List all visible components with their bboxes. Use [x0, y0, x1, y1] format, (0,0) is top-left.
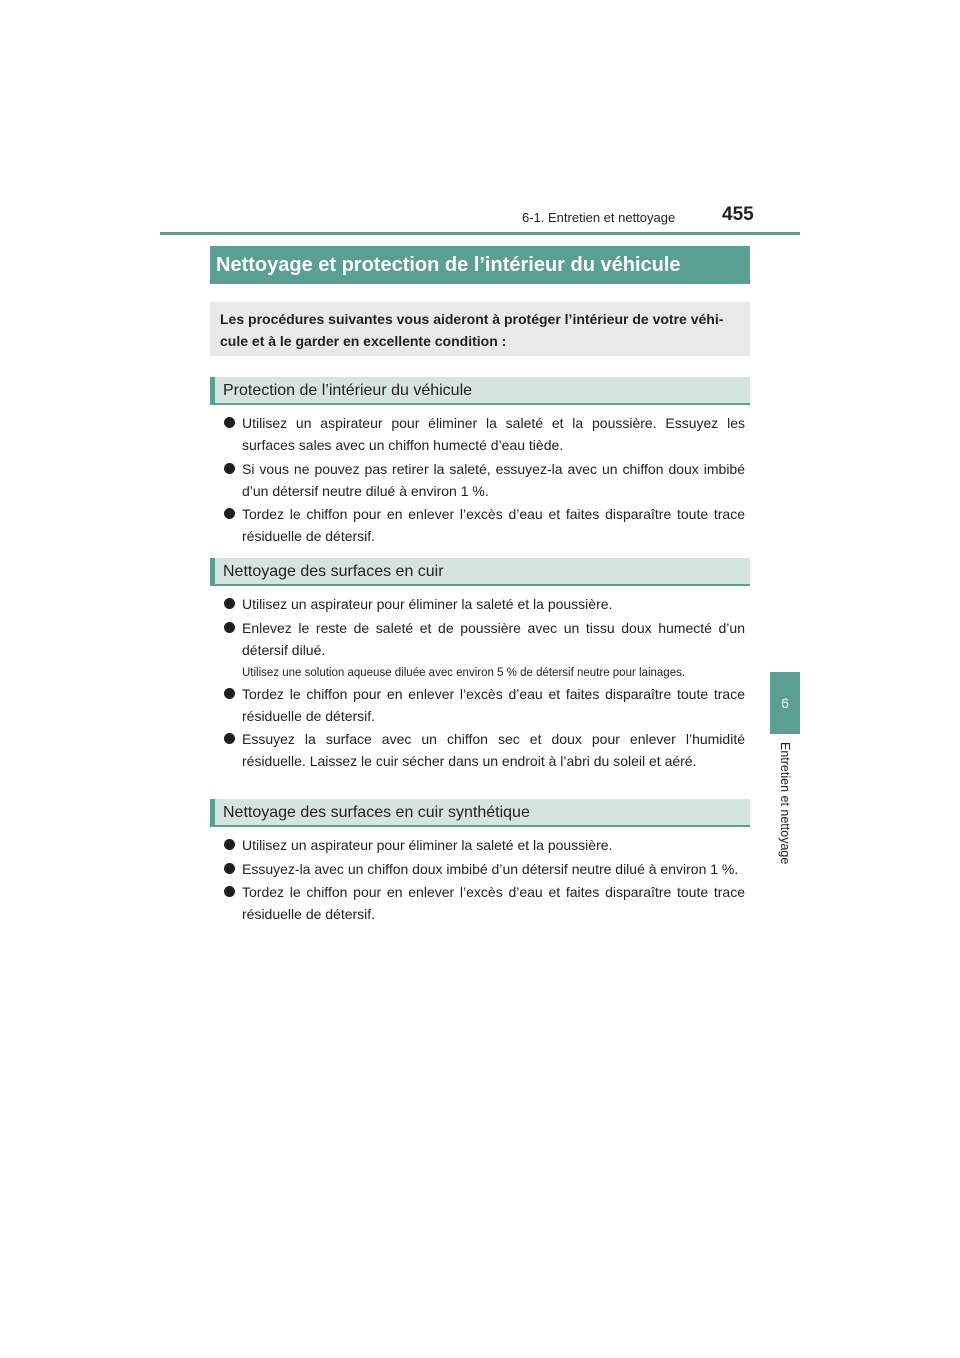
bullet-icon [224, 508, 235, 519]
list-item: Utilisez un aspirateur pour éliminer la saleté et la poussière. Essuyez les surfaces sales avec un chiffon humecté d’eau tiède. [222, 412, 745, 456]
list-item: Tordez le chiffon pour en enlever l’excès d’eau et faites disparaître toute trace résiduelle de détersif. [222, 503, 745, 547]
page-title: Nettoyage et protection de l’intérieur du véhicule [210, 246, 750, 284]
bullet-icon [224, 417, 235, 428]
bullet-icon [224, 733, 235, 744]
intro-box [210, 302, 750, 356]
page-number: 455 [722, 204, 754, 225]
section-list-synthetic-leather [222, 834, 745, 927]
bullet-icon [224, 863, 235, 874]
leather-note: Utilisez une solution aqueuse diluée avec environ 5 % de détersif neutre pour lainages. [242, 666, 686, 679]
bullet-icon [224, 839, 235, 850]
header-section-title: 6-1. Entretien et nettoyage [522, 210, 676, 225]
bullet-icon [224, 622, 235, 633]
list-item: Utilisez un aspirateur pour éliminer la saleté et la poussière. [222, 834, 745, 856]
section-heading-interior-protection: Protection de l’intérieur du véhicule [210, 377, 750, 405]
section-list-interior-protection [222, 412, 745, 549]
bullet-icon [224, 688, 235, 699]
bullet-icon [224, 598, 235, 609]
list-item: Si vous ne pouvez pas retirer la saleté, essuyez-la avec un chiffon doux imbibé d’un détersif neutre dilué à environ 1 %. [222, 458, 745, 502]
bullet-icon [224, 886, 235, 897]
section-list-leather [222, 593, 745, 774]
chapter-tab[interactable]: 6 [770, 672, 800, 734]
section-heading-leather: Nettoyage des surfaces en cuir [210, 558, 750, 586]
list-item: Utilisez un aspirateur pour éliminer la saleté et la poussière. [222, 593, 745, 615]
intro-line-2: cule et à le garder en excellente condition : [220, 333, 507, 349]
bullet-icon [224, 463, 235, 474]
header-divider [160, 232, 800, 235]
section-heading-synthetic-leather: Nettoyage des surfaces en cuir synthétique [210, 799, 750, 827]
list-item: Tordez le chiffon pour en enlever l’excès d’eau et faites disparaître toute trace résiduelle de détersif. [222, 683, 745, 727]
intro-line-1: Les procédures suivantes vous aideront à protéger l’intérieur de votre véhi- [220, 311, 724, 327]
list-item: Enlevez le reste de saleté et de poussière avec un tissu doux humecté d’un détersif dilué. [222, 617, 745, 661]
list-item: Essuyez-la avec un chiffon doux imbibé d’un détersif neutre dilué à environ 1 %. [222, 858, 745, 880]
chapter-tab-label: Entretien et nettoyage [778, 742, 792, 865]
list-item: Tordez le chiffon pour en enlever l’excès d’eau et faites disparaître toute trace résiduelle de détersif. [222, 881, 745, 925]
list-item: Essuyez la surface avec un chiffon sec et doux pour enlever l’humidité résiduelle. Laissez le cuir sécher dans un endroit à l’abri du soleil et aéré. [222, 728, 745, 772]
